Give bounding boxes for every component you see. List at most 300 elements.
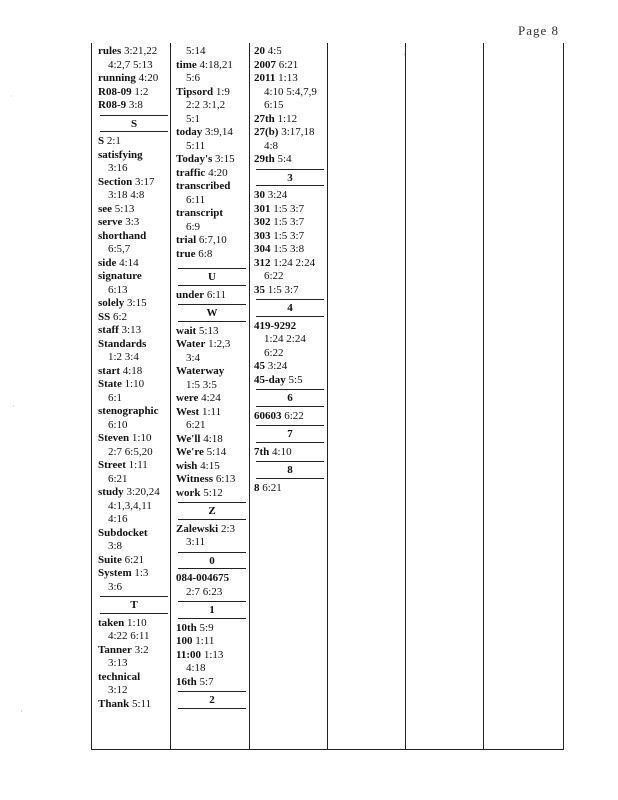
index-references: 5:13	[114, 202, 135, 215]
column-divider	[405, 43, 406, 749]
index-term: start	[98, 364, 120, 377]
index-references: 1:11	[128, 459, 148, 471]
index-entry	[176, 523, 248, 537]
section-heading	[176, 502, 248, 520]
column-divider	[170, 43, 171, 749]
index-entry	[254, 374, 326, 388]
index-references: 1:11	[201, 405, 222, 418]
index-references: 1:5 3:7	[273, 229, 305, 242]
index-entry	[176, 234, 248, 248]
index-entry	[176, 473, 248, 487]
index-term: S	[98, 135, 105, 147]
index-term: Steven	[98, 432, 130, 444]
index-term: Tanner	[98, 643, 132, 656]
index-reference-continuation: 3:6	[108, 580, 123, 593]
index-term: study	[98, 486, 124, 498]
index-term: 7th	[254, 445, 270, 458]
section-rule	[256, 299, 324, 300]
section-rule	[256, 461, 324, 462]
index-entry	[176, 126, 248, 140]
index-term: 20	[254, 45, 265, 57]
index-references: 1:5 3:7	[273, 216, 305, 228]
index-term: transcript	[176, 207, 224, 219]
index-reference-continuation: 1:5 3:5	[186, 378, 217, 391]
index-references: 6:7,10	[198, 234, 227, 246]
index-references: 3:24	[267, 360, 288, 372]
index-references: 5:9	[199, 621, 214, 634]
index-references: 1:2	[134, 85, 149, 98]
index-term: 27th	[254, 112, 275, 125]
section-rule	[178, 304, 246, 305]
section-heading	[176, 304, 248, 322]
section-letter: 8	[256, 464, 324, 479]
index-term: Witness	[176, 473, 214, 485]
page-number-label: Page 8	[518, 23, 560, 38]
index-term: 27(b)	[254, 126, 279, 138]
index-term: Subdocket	[98, 526, 148, 539]
index-references: 4:24	[201, 392, 221, 404]
index-entry	[98, 698, 170, 712]
index-references: 1:10	[131, 432, 152, 444]
section-letter: 2	[178, 694, 246, 709]
section-rule	[100, 596, 168, 597]
index-entry	[176, 338, 248, 352]
index-reference-continuation: 6:9	[186, 220, 201, 233]
index-entry	[254, 216, 326, 230]
index-entry	[98, 297, 170, 311]
index-references: 1:5 3:7	[273, 202, 305, 215]
index-entry	[176, 406, 248, 420]
index-references: 1:11	[195, 635, 215, 647]
column-divider	[327, 43, 328, 749]
index-reference-continuation: 6:21	[108, 472, 128, 485]
section-rule	[178, 601, 246, 602]
index-term: Street	[98, 459, 126, 471]
index-entry	[254, 113, 326, 127]
index-entry	[176, 207, 248, 221]
index-term: satisfying	[98, 148, 143, 161]
index-references: 4:20	[138, 72, 159, 84]
index-entry	[254, 320, 326, 334]
index-entry	[254, 446, 326, 460]
index-entry	[176, 289, 248, 303]
section-rule	[178, 502, 246, 503]
index-entry	[98, 617, 170, 631]
index-term: SS	[98, 310, 111, 323]
index-entry	[98, 86, 170, 100]
index-term: Thank	[98, 697, 130, 710]
index-references: 3:3	[125, 216, 140, 228]
index-term: work	[176, 486, 201, 499]
index-entry	[98, 554, 170, 568]
index-references: 2:3	[220, 522, 235, 535]
index-references: 1:10	[124, 378, 145, 390]
section-letter: S	[100, 118, 168, 133]
index-term: today	[176, 126, 203, 138]
section-rule	[256, 425, 324, 426]
index-entry	[176, 153, 248, 167]
index-entry	[98, 365, 170, 379]
index-term: 35	[254, 283, 265, 296]
index-entry	[98, 176, 170, 190]
index-references: 1:9	[215, 85, 230, 98]
index-reference-continuation: 4:2,7 5:13	[108, 58, 153, 71]
index-term: 302	[254, 216, 271, 228]
index-reference-continuation: 5:14	[186, 45, 206, 57]
index-reference-continuation: 5:1	[186, 112, 201, 125]
index-entry	[176, 433, 248, 447]
index-term: taken	[98, 616, 125, 629]
index-term: Suite	[98, 553, 122, 566]
index-entry	[254, 284, 326, 298]
index-entry	[176, 446, 248, 460]
section-rule	[178, 691, 246, 692]
index-references: 4:5	[267, 45, 282, 57]
index-term: 2011	[254, 72, 276, 84]
index-entry	[98, 378, 170, 392]
index-term: 11:00	[176, 648, 202, 661]
index-term: 8	[254, 481, 260, 494]
index-entry	[176, 572, 248, 586]
section-heading	[176, 601, 248, 619]
section-heading	[176, 691, 248, 709]
index-references: 6:21	[278, 58, 299, 71]
index-reference-continuation: 5:11	[186, 139, 206, 152]
index-column-1	[98, 45, 170, 711]
index-entry	[98, 270, 170, 284]
index-references: 6:13	[215, 473, 236, 485]
index-references: 3:17,18	[281, 126, 315, 138]
section-heading	[254, 299, 326, 317]
index-reference-continuation: 2:7 6:5,20	[108, 445, 153, 458]
index-reference-continuation: 2:2 3:1,2	[186, 99, 226, 111]
index-term: trial	[176, 234, 197, 246]
index-reference-continuation: 3:18 4:8	[108, 189, 145, 201]
index-entry	[176, 59, 248, 73]
section-letter: 6	[256, 392, 324, 407]
index-reference-continuation: 4:18	[186, 662, 206, 674]
index-term: Standards	[98, 337, 147, 350]
index-term: 16th	[176, 675, 197, 688]
index-references: 3:15	[215, 153, 235, 165]
index-term: stenographic	[98, 405, 159, 417]
index-entry	[98, 671, 170, 685]
index-references: 6:22	[284, 409, 304, 422]
section-letter: W	[178, 307, 246, 322]
index-entry	[254, 203, 326, 217]
index-term: 084-004675	[176, 572, 230, 584]
section-letter: U	[178, 271, 246, 286]
index-references: 1:24 2:24	[273, 256, 316, 269]
section-letter: 0	[178, 555, 246, 570]
index-term: technical	[98, 670, 141, 683]
section-rule	[256, 169, 324, 170]
section-rule	[256, 389, 324, 390]
index-reference-continuation: 6:15	[264, 99, 284, 111]
index-term: see	[98, 202, 113, 215]
index-references: 3:20,24	[126, 486, 160, 498]
index-references: 6:2	[113, 310, 128, 323]
index-term: Section	[98, 175, 133, 188]
index-table	[91, 43, 564, 750]
index-entry	[254, 360, 326, 374]
index-references: 3:21,22	[123, 45, 158, 57]
index-reference-continuation: 3:13	[108, 657, 128, 669]
index-references: 1:5 3:8	[273, 243, 305, 255]
index-entry	[176, 487, 248, 501]
section-heading	[254, 461, 326, 479]
index-term: 30	[254, 189, 265, 201]
index-references: 5:14	[206, 446, 227, 458]
index-references: 6:11	[206, 288, 227, 301]
index-term: solely	[98, 297, 125, 309]
index-entry	[254, 59, 326, 73]
index-entry	[98, 324, 170, 338]
index-term: 45-day	[254, 373, 286, 386]
index-entry	[254, 230, 326, 244]
index-references: 4:14	[119, 256, 139, 269]
index-entry	[254, 189, 326, 203]
index-term: rules	[98, 45, 122, 57]
section-letter: 7	[256, 428, 324, 443]
index-references: 3:17	[134, 175, 155, 188]
index-entry	[98, 644, 170, 658]
index-reference-continuation: 4:16	[108, 513, 128, 525]
scan-speck: '	[404, 52, 406, 61]
spacer	[176, 261, 248, 266]
index-entry	[176, 167, 248, 181]
index-reference-continuation: 4:22 6:11	[108, 630, 150, 642]
index-term: serve	[98, 216, 123, 228]
index-entry	[254, 45, 326, 59]
index-term: We're	[176, 446, 204, 458]
index-term: 29th	[254, 153, 275, 165]
index-entry	[176, 460, 248, 474]
index-entry	[98, 432, 170, 446]
index-term: under	[176, 288, 205, 301]
index-entry	[254, 243, 326, 257]
index-term: true	[176, 247, 196, 260]
index-references: 5:13	[198, 324, 219, 337]
index-entry	[98, 203, 170, 217]
section-rule	[100, 115, 168, 116]
section-heading	[98, 596, 170, 614]
index-references: 5:5	[288, 373, 303, 386]
section-letter: T	[100, 599, 168, 614]
index-term: Today's	[176, 153, 213, 165]
index-entry	[98, 338, 170, 352]
index-reference-continuation: 1:24 2:24	[264, 333, 306, 345]
section-heading	[254, 425, 326, 443]
index-references: 1:5 3:7	[267, 283, 299, 296]
index-entry	[98, 99, 170, 113]
index-entry	[98, 527, 170, 541]
index-entry	[98, 149, 170, 163]
index-term: State	[98, 378, 122, 390]
section-letter: 1	[178, 604, 246, 619]
section-heading	[254, 389, 326, 407]
index-references: 4:18	[122, 364, 143, 377]
column-divider	[483, 43, 484, 749]
index-term: Tipsord	[176, 85, 214, 98]
index-column-2	[176, 45, 248, 712]
index-term: wish	[176, 459, 198, 472]
index-entry	[176, 365, 248, 379]
index-entry	[176, 635, 248, 649]
index-references: 4:18	[203, 432, 223, 445]
index-entry	[176, 86, 248, 100]
index-entry	[98, 459, 170, 473]
index-entry	[176, 392, 248, 406]
index-references: 3:15	[127, 297, 147, 309]
index-entry	[98, 230, 170, 244]
index-reference-continuation: 6:13	[108, 283, 128, 296]
index-references: 3:9,14	[205, 126, 233, 138]
column-divider	[249, 43, 250, 749]
index-references: 5:12	[203, 486, 223, 499]
index-references: 2:1	[106, 135, 121, 147]
index-term: West	[176, 405, 200, 418]
index-term: 100	[176, 635, 193, 647]
index-term: Zalewski	[176, 522, 219, 535]
index-reference-continuation: 3:12	[108, 684, 128, 696]
index-term: R08-9	[98, 99, 127, 111]
section-letter: Z	[178, 505, 246, 520]
index-reference-continuation: 6:1	[108, 391, 123, 404]
section-heading	[176, 268, 248, 286]
index-references: 4:18,21	[199, 58, 233, 71]
section-letter: 4	[256, 302, 324, 317]
index-term: running	[98, 72, 136, 84]
index-entry	[176, 676, 248, 690]
index-entry	[176, 180, 248, 194]
index-references: 5:4	[277, 153, 292, 165]
index-entry	[254, 482, 326, 496]
index-reference-continuation: 6:11	[186, 193, 206, 206]
index-entry	[98, 135, 170, 149]
index-term: 419-9292	[254, 319, 297, 332]
index-term: side	[98, 256, 117, 269]
index-term: System	[98, 567, 132, 579]
index-references: 1:13	[203, 648, 224, 661]
index-references: 5:11	[131, 697, 152, 710]
index-entry	[254, 126, 326, 140]
index-term: traffic	[176, 166, 206, 179]
index-reference-continuation: 1:2 3:4	[108, 351, 139, 363]
index-references: 6:21	[262, 481, 282, 494]
index-references: 3:13	[121, 324, 142, 336]
index-reference-continuation: 6:21	[186, 419, 206, 431]
index-entry	[176, 649, 248, 663]
index-entry	[98, 216, 170, 230]
section-rule	[178, 552, 246, 553]
index-entry	[98, 72, 170, 86]
index-term: were	[176, 392, 199, 404]
index-entry	[98, 311, 170, 325]
index-entry	[254, 410, 326, 424]
index-entry	[176, 325, 248, 339]
index-entry	[98, 257, 170, 271]
index-reference-continuation: 3:16	[108, 162, 128, 174]
index-term: 10th	[176, 621, 197, 634]
index-term: Waterway	[176, 365, 225, 377]
section-rule	[178, 268, 246, 269]
index-reference-continuation: 6:10	[108, 418, 128, 431]
index-reference-continuation: 4:1,3,4,11	[108, 499, 152, 512]
index-term: 303	[254, 229, 271, 242]
index-references: 3:2	[134, 643, 149, 656]
section-heading	[254, 169, 326, 187]
index-term: shorthand	[98, 229, 147, 242]
index-term: 301	[254, 202, 271, 215]
index-term: 312	[254, 256, 271, 269]
section-heading	[176, 552, 248, 570]
index-entry	[254, 72, 326, 86]
index-reference-continuation: 4:10 5:4,7,9	[264, 85, 317, 98]
index-references: 4:10	[272, 445, 292, 458]
index-references: 6:21	[124, 553, 145, 566]
index-reference-continuation: 6:5,7	[108, 243, 131, 255]
section-heading	[98, 115, 170, 133]
index-reference-continuation: 3:8	[108, 540, 123, 552]
index-term: staff	[98, 324, 119, 336]
index-term: 2007	[254, 58, 276, 71]
index-reference-continuation: 3:11	[186, 536, 206, 548]
index-entry	[254, 153, 326, 167]
scan-speck: ·	[12, 402, 15, 411]
index-references: 1:3	[134, 567, 149, 579]
index-entry	[98, 405, 170, 419]
index-reference-continuation: 3:4	[186, 351, 201, 364]
index-entry	[176, 248, 248, 262]
index-term: time	[176, 58, 197, 71]
index-reference-continuation: 6:22	[264, 346, 284, 359]
index-references: 3:24	[267, 189, 288, 201]
index-term: signature	[98, 270, 142, 282]
index-references: 4:20	[208, 166, 228, 179]
index-reference-continuation: 5:6	[186, 72, 201, 84]
index-term: We'll	[176, 432, 201, 445]
index-term: 304	[254, 243, 271, 255]
index-references: 5:7	[199, 675, 214, 688]
index-references: 1:10	[127, 616, 147, 629]
index-references: 3:8	[128, 99, 143, 111]
index-column-3	[254, 45, 326, 495]
index-entry	[98, 486, 170, 500]
index-entry	[98, 567, 170, 581]
index-entry	[176, 622, 248, 636]
index-references: 1:12	[277, 112, 298, 125]
index-reference-continuation: 6:22	[264, 270, 284, 282]
index-term: R08-09	[98, 85, 132, 98]
index-term: transcribed	[176, 180, 231, 192]
index-term: Water	[176, 338, 206, 350]
index-references: 6:8	[198, 247, 213, 260]
index-term: wait	[176, 324, 197, 337]
index-reference-continuation: 4:8	[264, 139, 279, 152]
scan-speck: ·	[20, 707, 23, 716]
index-references: 1:13	[278, 72, 298, 84]
index-reference-continuation: 2:7 6:23	[186, 585, 223, 598]
index-references: 4:15	[200, 459, 220, 472]
scan-speck: ·	[10, 92, 13, 101]
index-entry	[98, 45, 170, 59]
index-term: 60603	[254, 409, 282, 422]
section-letter: 3	[256, 172, 324, 187]
index-term: 45	[254, 360, 265, 372]
index-references: 1:2,3	[208, 338, 231, 350]
index-entry	[254, 257, 326, 271]
